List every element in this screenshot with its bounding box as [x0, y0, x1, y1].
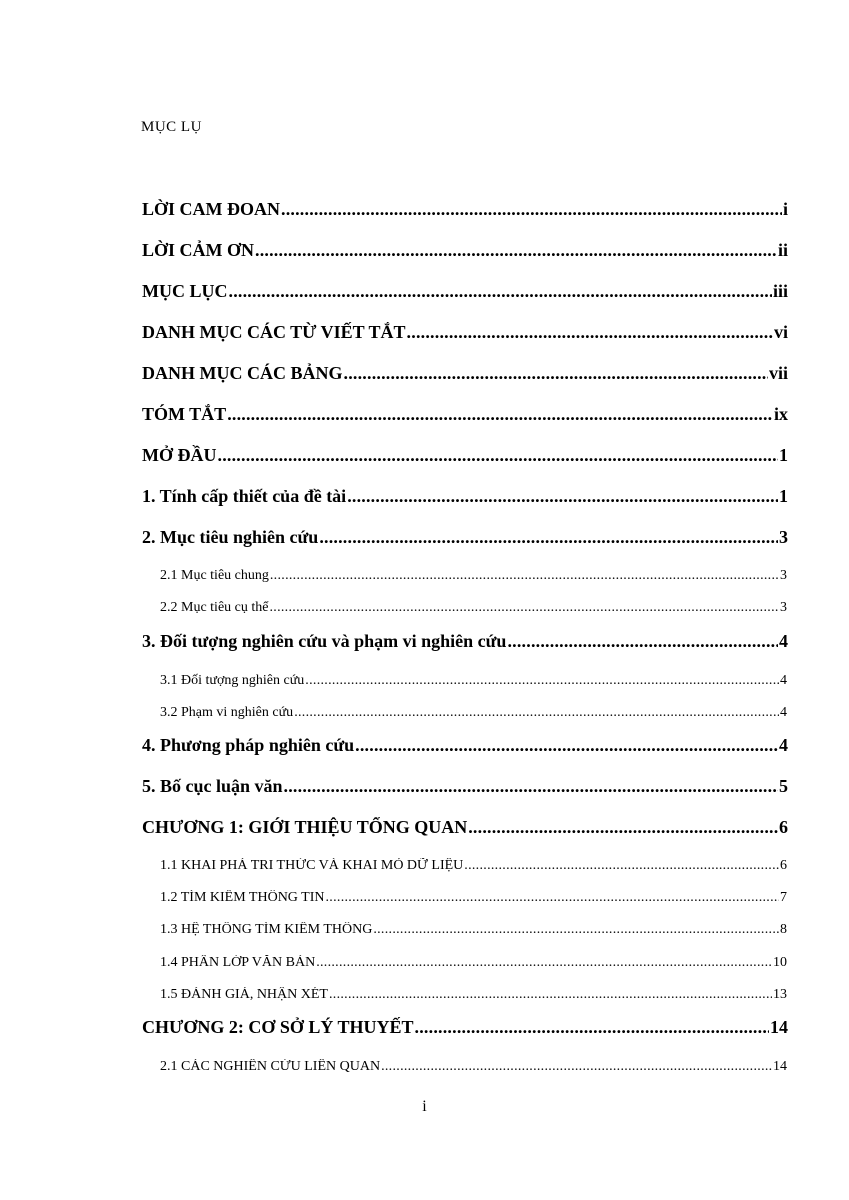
toc-entry-loi-cam-on[interactable]	[142, 240, 788, 261]
toc-entry-page: 3	[780, 600, 787, 615]
toc-entry-page: 10	[773, 955, 787, 970]
toc-entry-label: 1. Tính cấp thiết của đề tài	[142, 486, 347, 506]
toc-entry-pham-vi-nghien-cuu[interactable]	[160, 705, 787, 721]
toc-entry-page: 6	[779, 817, 788, 837]
toc-entry-page: 14	[773, 1059, 787, 1074]
toc-entry-page: vi	[773, 322, 788, 342]
toc-entry-label: 1.4 PHÂN LỚP VĂN BẢN	[160, 955, 316, 970]
toc-entry-2-1[interactable]	[160, 1059, 787, 1075]
toc-entry-page: 14	[770, 1017, 788, 1037]
toc-entry-danh-muc-tu-viet-tat[interactable]	[142, 322, 788, 343]
toc-entry-muc-luc[interactable]	[142, 281, 788, 302]
toc-leader-dots	[316, 955, 772, 971]
page-heading: MỤC LỤ	[141, 119, 202, 135]
toc-entry-page: 3	[779, 527, 788, 547]
toc-entry-1-3[interactable]	[160, 922, 787, 938]
toc-entry-label: DANH MỤC CÁC BẢNG	[142, 363, 343, 383]
toc-entry-label: 1.5 ĐÁNH GIÁ, NHẬN XÉT	[160, 987, 328, 1002]
toc-leader-dots	[326, 890, 780, 906]
toc-leader-dots	[227, 404, 773, 425]
toc-entry-page: 1	[779, 486, 788, 506]
toc-leader-dots	[344, 363, 768, 384]
toc-entry-label: 3.1 Đối tượng nghiên cứu	[160, 673, 305, 688]
toc-leader-dots	[305, 673, 779, 689]
toc-entry-page: 4	[780, 705, 787, 720]
toc-entry-phuong-phap[interactable]	[142, 735, 788, 756]
toc-entry-label: 2.1 Mục tiêu chung	[160, 568, 269, 583]
toc-leader-dots	[269, 600, 779, 616]
toc-entry-1-2[interactable]	[160, 890, 787, 906]
toc-entry-page: 1	[779, 445, 788, 465]
toc-entry-muc-tieu-cu-the[interactable]	[160, 600, 787, 616]
toc-entry-page: 4	[779, 735, 788, 755]
toc-entry-page: 5	[779, 776, 788, 796]
toc-leader-dots	[270, 568, 779, 584]
toc-entry-label: 3.2 Phạm vi nghiên cứu	[160, 705, 294, 720]
toc-entry-page: 6	[780, 858, 787, 873]
toc-entry-page: ii	[777, 240, 788, 260]
toc-entry-doi-tuong-pham-vi[interactable]	[142, 631, 788, 652]
toc-entry-tom-tat[interactable]	[142, 404, 788, 425]
toc-leader-dots	[373, 922, 779, 938]
page-number-footer: i	[422, 1098, 427, 1115]
toc-entry-label: 3. Đối tượng nghiên cứu và phạm vi nghiên cứu	[142, 631, 507, 651]
toc-entry-page: 4	[779, 631, 788, 651]
toc-leader-dots	[218, 445, 779, 466]
toc-leader-dots	[407, 322, 773, 343]
toc-entry-bo-cuc[interactable]	[142, 776, 788, 797]
toc-entry-muc-tieu-chung[interactable]	[160, 568, 787, 584]
toc-entry-page: i	[782, 199, 788, 219]
toc-leader-dots	[507, 631, 778, 652]
toc-leader-dots	[347, 486, 778, 507]
toc-entry-label: 1.2 TÌM KIẾM THÔNG TIN	[160, 890, 325, 905]
toc-entry-label: LỜI CAM ĐOAN	[142, 199, 280, 219]
toc-entry-label: 1.3 HỆ THỐNG TÌM KIẾM THÔNG	[160, 922, 373, 937]
toc-entry-doi-tuong-nghien-cuu[interactable]	[160, 673, 787, 689]
toc-entry-page: iii	[772, 281, 788, 301]
toc-leader-dots	[229, 281, 772, 302]
toc-entry-label: 2. Mục tiêu nghiên cứu	[142, 527, 319, 547]
toc-leader-dots	[415, 1017, 769, 1038]
toc-entry-page: 13	[773, 987, 787, 1002]
toc-leader-dots	[284, 776, 778, 797]
toc-entry-label: LỜI CẢM ƠN	[142, 240, 254, 260]
toc-entry-label: MỤC LỤC	[142, 281, 228, 301]
toc-entry-page: vii	[768, 363, 788, 383]
toc-entry-page: 4	[780, 673, 787, 688]
toc-leader-dots	[355, 735, 778, 756]
toc-leader-dots	[381, 1059, 772, 1075]
toc-entry-label: TÓM TẮT	[142, 404, 227, 424]
toc-entry-label: DANH MỤC CÁC TỪ VIẾT TẮT	[142, 322, 406, 342]
toc-entry-chuong-1[interactable]	[142, 817, 788, 838]
toc-leader-dots	[319, 527, 778, 548]
toc-leader-dots	[464, 858, 779, 874]
toc-entry-page: 7	[780, 890, 787, 905]
toc-entry-muc-tieu-nghien-cuu[interactable]	[142, 527, 788, 548]
toc-entry-loi-cam-doan[interactable]	[142, 199, 788, 220]
toc-entry-1-1[interactable]	[160, 858, 787, 874]
toc-entry-tinh-cap-thiet[interactable]	[142, 486, 788, 507]
toc-entry-label: 2.2 Mục tiêu cụ thể	[160, 600, 269, 615]
toc-entry-chuong-2[interactable]	[142, 1017, 788, 1038]
toc-leader-dots	[255, 240, 777, 261]
toc-leader-dots	[468, 817, 778, 838]
toc-entry-page: 3	[780, 568, 787, 583]
toc-leader-dots	[281, 199, 782, 220]
toc-entry-label: 5. Bố cục luận văn	[142, 776, 283, 796]
toc-entry-page: ix	[773, 404, 788, 424]
toc-entry-label: CHƯƠNG 1: GIỚI THIỆU TỔNG QUAN	[142, 817, 468, 837]
toc-entry-mo-dau[interactable]	[142, 445, 788, 466]
toc-entry-label: 1.1 KHAI PHÁ TRI THỨC VÀ KHAI MỎ DỮ LIỆU	[160, 858, 464, 873]
toc-entry-label: MỞ ĐẦU	[142, 445, 217, 465]
toc-entry-1-5[interactable]	[160, 987, 787, 1003]
toc-leader-dots	[294, 705, 779, 721]
toc-entry-label: 4. Phương pháp nghiên cứu	[142, 735, 355, 755]
toc-entry-page: 8	[780, 922, 787, 937]
toc-entry-label: 2.1 CÁC NGHIÊN CỨU LIÊN QUAN	[160, 1059, 381, 1074]
toc-entry-danh-muc-bang[interactable]	[142, 363, 788, 384]
toc-entry-label: CHƯƠNG 2: CƠ SỞ LÝ THUYẾT	[142, 1017, 414, 1037]
toc-leader-dots	[329, 987, 772, 1003]
toc-entry-1-4[interactable]	[160, 955, 787, 971]
